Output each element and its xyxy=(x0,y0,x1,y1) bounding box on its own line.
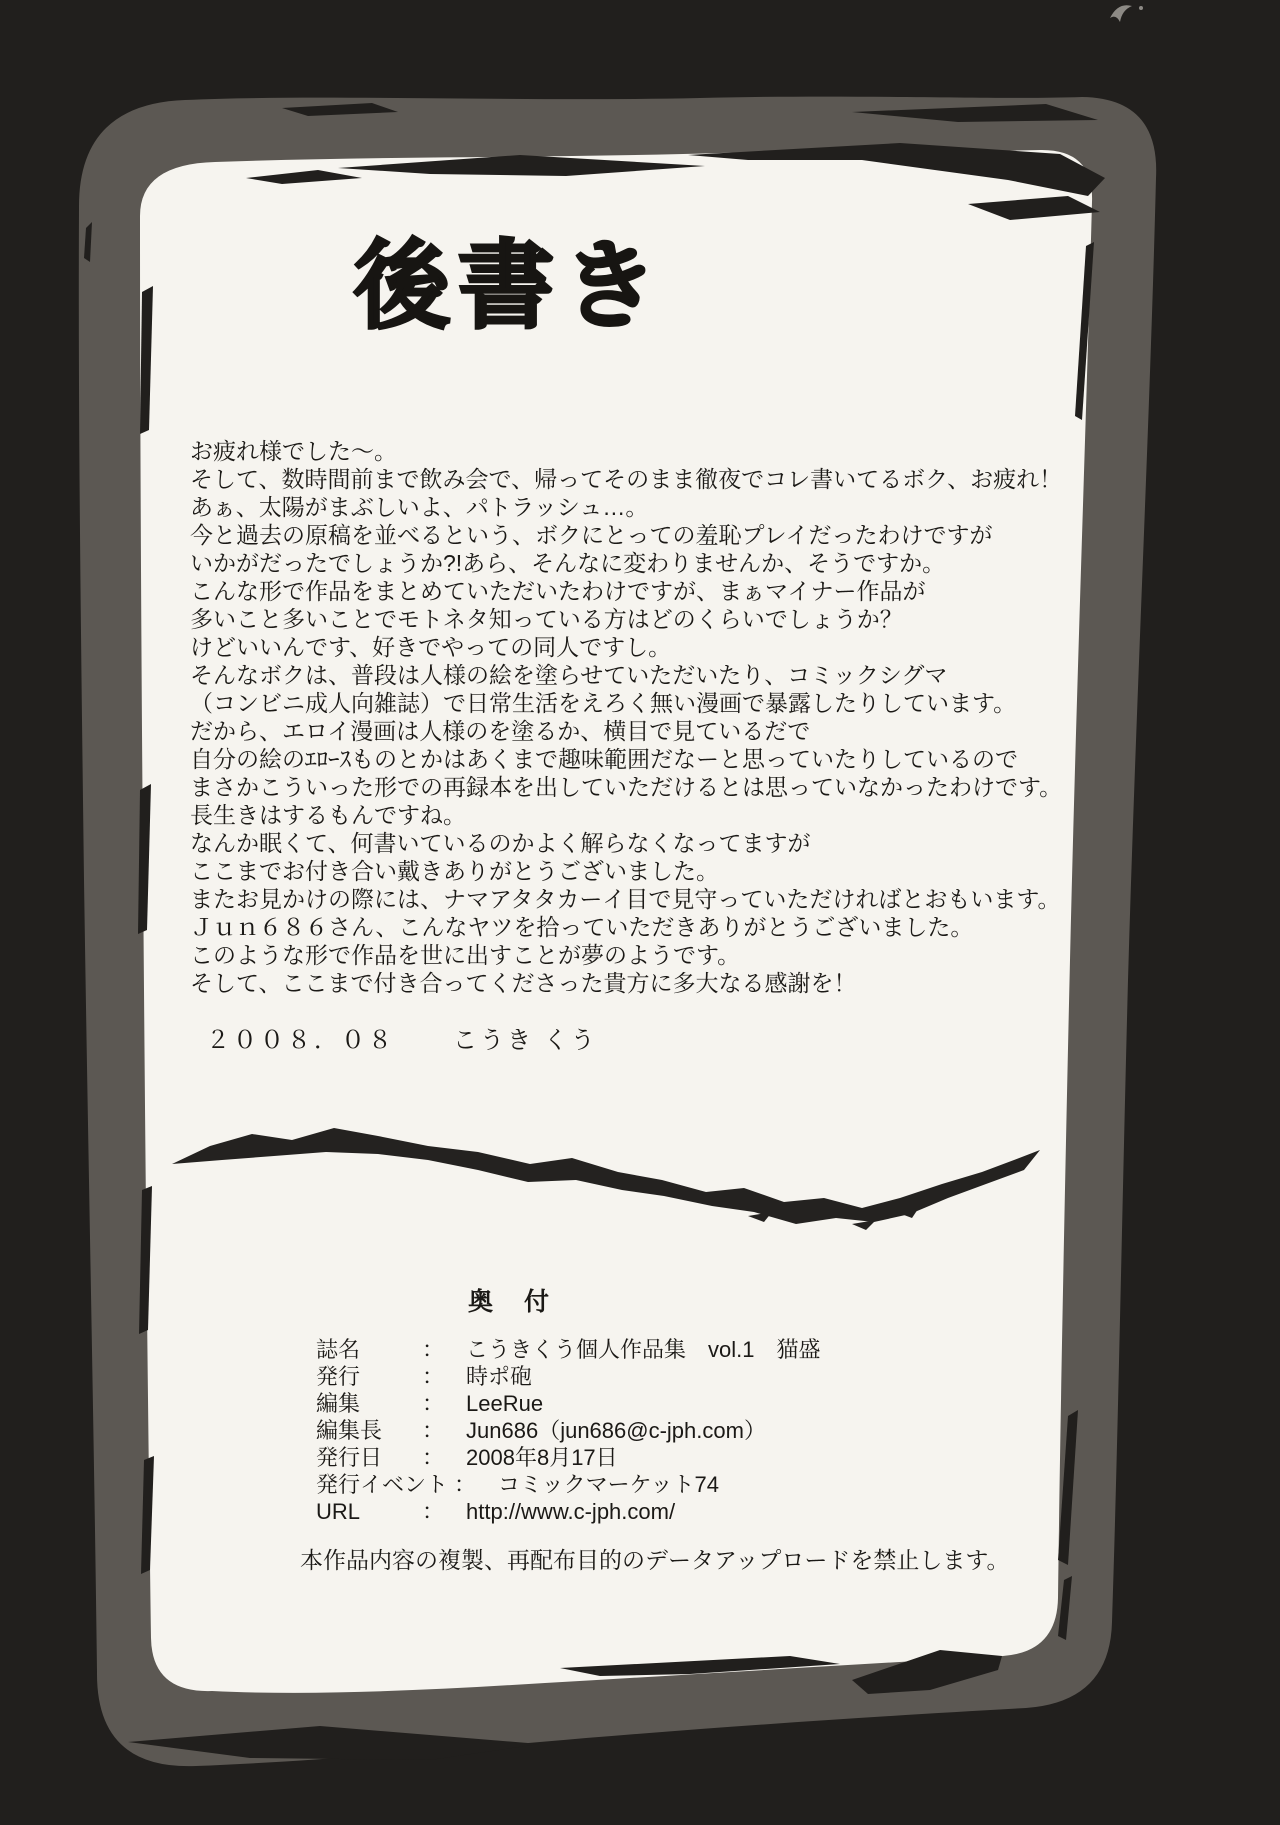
colophon-separator: ： xyxy=(422,1364,445,1389)
colophon-row xyxy=(316,1498,821,1525)
body-line: あぁ、太陽がまぶしいよ、パトラッシュ…。 xyxy=(190,494,649,520)
body-line: いかがだったでしょうか?!あら、そんなに変わりませんか、そうですか。 xyxy=(190,550,946,576)
colophon-row xyxy=(316,1417,821,1444)
body-line: こんな形で作品をまとめていただいたわけですが、まぁマイナー作品が xyxy=(190,578,926,604)
body-line: そして、ここまで付き合ってくださった貴方に多大なる感謝を！ xyxy=(190,970,857,996)
body-line: なんか眠くて、何書いているのかよく解らなくなってますが xyxy=(190,830,811,856)
body-line: けどいいんです、好きでやっての同人ですし。 xyxy=(190,634,672,660)
colophon-separator: ： xyxy=(422,1391,445,1416)
body-line: お疲れ様でした～。 xyxy=(190,438,397,464)
colophon-label: URL xyxy=(316,1499,361,1524)
body-line: 自分の絵のｴﾛｰｽものとかはあくまで趣味範囲だなーと思っていたりしているので xyxy=(190,746,1018,772)
colophon-separator: ： xyxy=(454,1472,477,1497)
colophon-heading: 奥 付 xyxy=(468,1288,553,1316)
body-line: だから、エロイ漫画は人様のを塗るか、横目で見ているだで xyxy=(190,718,811,744)
colophon-value: 時ポ砲 xyxy=(466,1364,533,1389)
colophon-label: 発行イベント xyxy=(316,1472,449,1497)
colophon-row xyxy=(316,1471,821,1498)
body-line: Ｊｕｎ６８６さん、こんなヤツを拾っていただきありがとうございました。 xyxy=(190,914,974,940)
colophon-value: 2008年8月17日 xyxy=(466,1445,618,1470)
copyright-notice: 本作品内容の複製、再配布目的のデータアップロードを禁止します。 xyxy=(300,1547,1010,1573)
colophon-label: 発行 xyxy=(316,1364,361,1389)
afterword-title: 後書き xyxy=(354,229,666,342)
colophon-row xyxy=(316,1363,821,1390)
colophon-value: こうきくう個人作品集 vol.1 猫盛 xyxy=(466,1337,821,1362)
colophon-separator: ： xyxy=(422,1418,445,1443)
body-line: そんなボクは、普段は人様の絵を塗らせていただいたり、コミックシグマ xyxy=(190,662,948,688)
body-line: 多いこと多いことでモトネタ知っている方はどのくらいでしょうか？ xyxy=(190,606,903,632)
date: ２００８．０８ xyxy=(206,1027,395,1054)
afterword-body xyxy=(190,437,1062,997)
colophon-label: 発行日 xyxy=(316,1445,383,1470)
colophon-label: 編集 xyxy=(316,1391,361,1416)
body-line: ここまでお付き合い戴きありがとうございました。 xyxy=(190,858,719,884)
colophon-separator: ： xyxy=(422,1445,445,1470)
author-signature: こうき くう xyxy=(453,1027,598,1054)
colophon-value: http://www.c-jph.com/ xyxy=(466,1499,676,1524)
date-line xyxy=(206,1020,598,1055)
colophon-label: 誌名 xyxy=(316,1337,361,1362)
body-line: まさかこういった形での再録本を出していただけるとは思っていなかったわけです。 xyxy=(190,774,1063,800)
colophon-row xyxy=(316,1390,821,1417)
corner-scribble-dot xyxy=(1139,6,1143,10)
colophon-value: LeeRue xyxy=(466,1391,544,1416)
colophon-row xyxy=(316,1336,821,1363)
body-line: このような形で作品を世に出すことが夢のようです。 xyxy=(190,942,741,968)
colophon xyxy=(316,1336,821,1525)
colophon-value: コミックマーケット74 xyxy=(498,1472,719,1497)
colophon-separator: ： xyxy=(422,1337,445,1362)
colophon-value: Jun686（jun686@c-jph.com） xyxy=(466,1418,766,1443)
colophon-label: 編集長 xyxy=(316,1418,383,1443)
body-line: 長生きはするもんですね。 xyxy=(190,802,466,828)
body-line: 今と過去の原稿を並べるという、ボクにとっての羞恥プレイだったわけですが xyxy=(190,522,993,548)
body-line: またお見かけの際には、ナマアタタカーイ目で見守っていただければとおもいます。 xyxy=(190,886,1061,912)
body-line: （コンビニ成人向雑誌）で日常生活をえろく無い漫画で暴露したりしています。 xyxy=(190,690,1017,716)
body-line: そして、数時間前まで飲み会で、帰ってそのまま徹夜でコレ書いてるボク、お疲れ！ xyxy=(190,466,1063,492)
colophon-row xyxy=(316,1444,821,1471)
colophon-separator: ： xyxy=(422,1499,445,1524)
